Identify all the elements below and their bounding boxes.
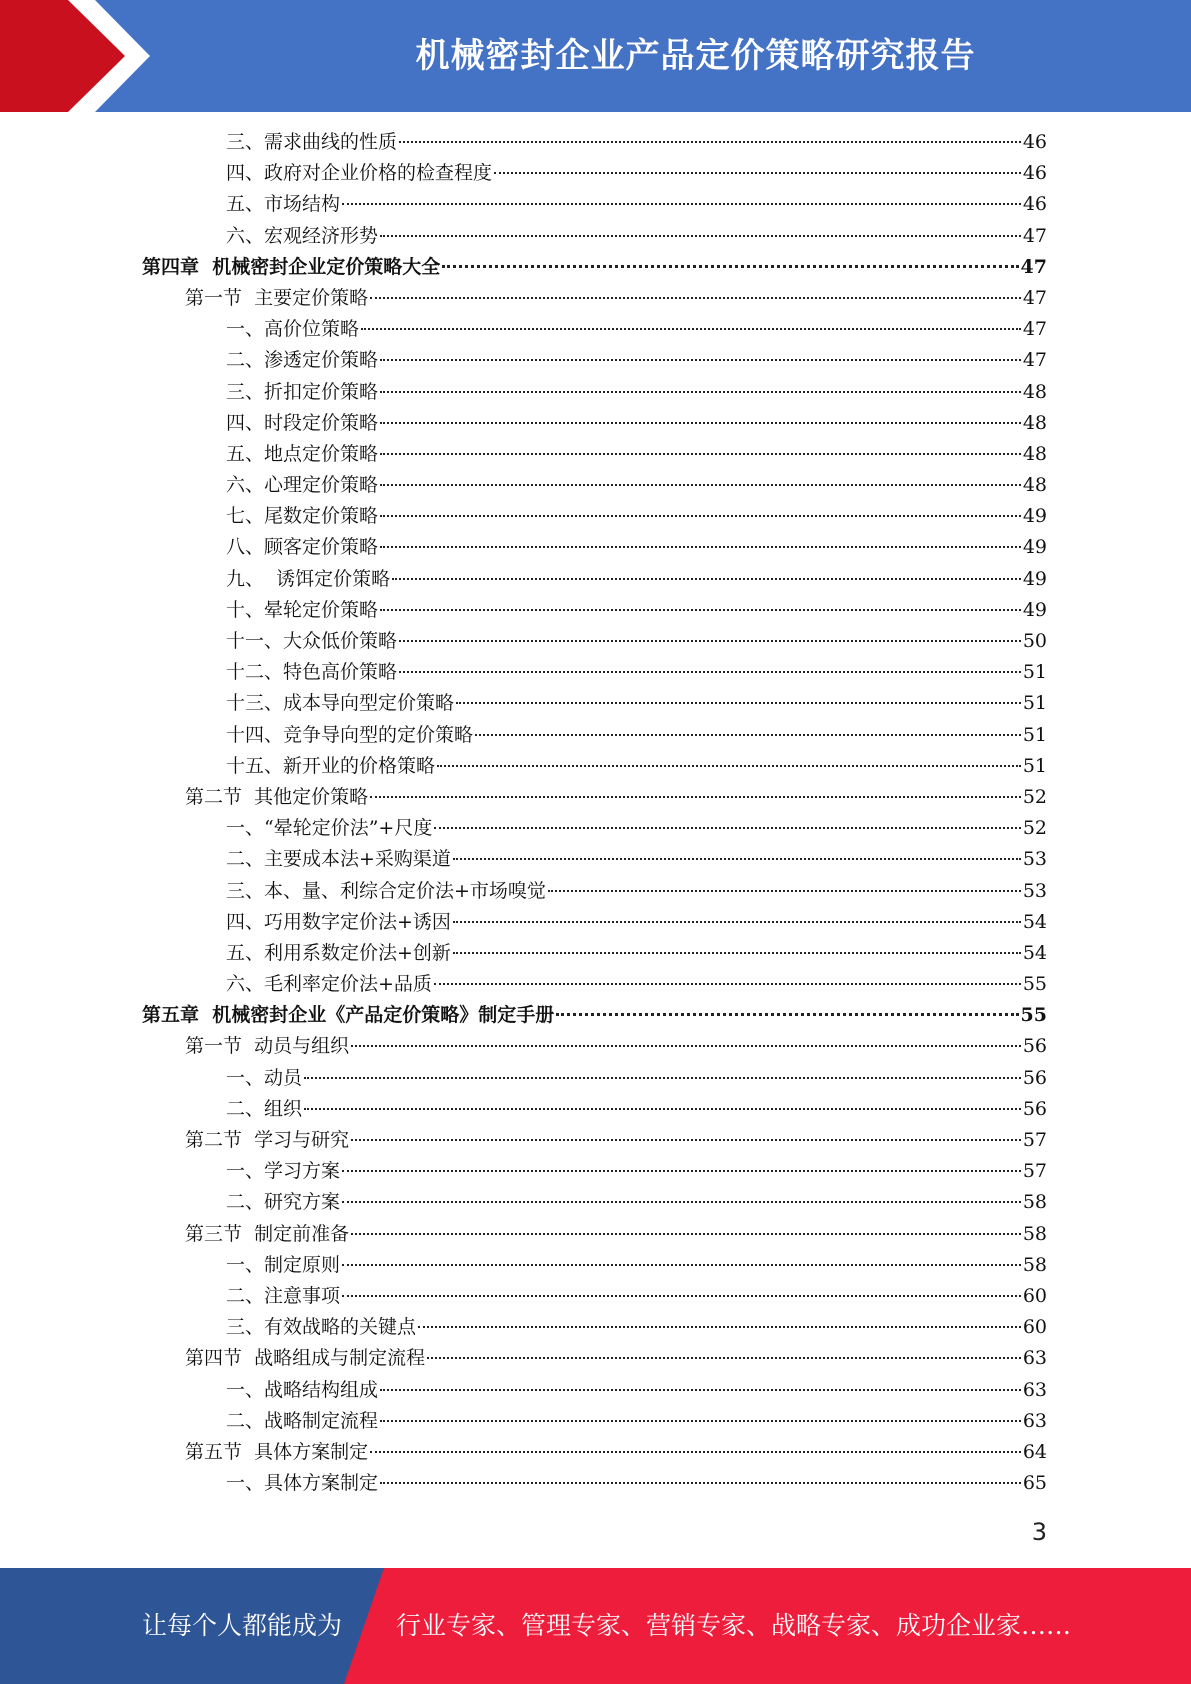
toc-item-row[interactable] (0, 969, 1191, 1000)
toc-dot-leader (392, 577, 1021, 580)
toc-entry-title: 四、时段定价策略 (226, 411, 379, 434)
report-title: 机械密封企业产品定价策略研究报告 (415, 36, 976, 76)
toc-page-number: 46 (1022, 131, 1047, 153)
toc-section-row[interactable] (0, 1219, 1191, 1250)
toc-page-number: 49 (1022, 505, 1047, 528)
toc-entry-title: 十二、特色高价策略 (226, 661, 398, 684)
page-number: 3 (1031, 1518, 1047, 1546)
toc-page-number: 48 (1022, 474, 1047, 497)
toc-entry-title: 二、研究方案 (226, 1191, 341, 1214)
toc-entry-title: 二、组织 (226, 1097, 303, 1120)
toc-page-number: 60 (1022, 1284, 1047, 1307)
toc-entry-title: 五、利用系数定价法+创新 (226, 941, 451, 964)
toc-entry-title: 一、“晕轮定价法”+尺度 (226, 817, 433, 840)
toc-entry-title: 九、 诱饵定价策略 (226, 567, 391, 590)
toc-dot-leader (342, 1263, 1021, 1266)
toc-entry-title: 二、主要成本法+采购渠道 (226, 848, 451, 871)
toc-page-number: 51 (1022, 723, 1047, 746)
toc-page-number: 54 (1022, 941, 1047, 964)
toc-page-number: 60 (1022, 1316, 1047, 1339)
toc-page-number: 56 (1022, 1066, 1047, 1089)
toc-section-row[interactable] (0, 782, 1191, 813)
toc-item-row[interactable] (0, 127, 1191, 158)
toc-entry-title: 十五、新开业的价格策略 (226, 754, 436, 777)
toc-entry-title: 五、市场结构 (226, 193, 341, 216)
toc-dot-leader (342, 202, 1021, 205)
toc-item-row[interactable] (0, 657, 1191, 688)
toc-dot-leader (380, 1419, 1021, 1422)
toc-entry-title: 第一节 动员与组织 (185, 1035, 350, 1058)
toc-entry-title: 六、心理定价策略 (226, 474, 379, 497)
toc-dot-leader (380, 358, 1021, 361)
toc-dot-leader (556, 1012, 1018, 1016)
toc-page-number: 56 (1022, 1035, 1047, 1058)
toc-item-row[interactable] (0, 439, 1191, 470)
toc-item-row[interactable] (0, 1281, 1191, 1312)
red-arrow-decoration (0, 0, 160, 112)
toc-item-row[interactable] (0, 1156, 1191, 1187)
toc-entry-title: 第三节 制定前准备 (185, 1222, 350, 1245)
toc-dot-leader (453, 920, 1021, 923)
toc-page-number: 51 (1022, 692, 1047, 715)
toc-page-number: 48 (1022, 411, 1047, 434)
page-header (0, 0, 1191, 112)
toc-dot-leader (399, 140, 1021, 143)
toc-dot-leader (351, 1232, 1021, 1235)
footer-slogan-left: 让每个人都能成为 (142, 1611, 343, 1640)
toc-page-number: 58 (1022, 1253, 1047, 1276)
toc-page-number: 49 (1022, 598, 1047, 621)
toc-item-row[interactable] (0, 907, 1191, 938)
toc-entry-title: 十、晕轮定价策略 (226, 598, 379, 621)
toc-entry-title: 十一、大众低价策略 (226, 630, 398, 652)
toc-entry-title: 三、本、量、利综合定价法+市场嗅觉 (226, 879, 546, 902)
toc-dot-leader (380, 608, 1021, 611)
toc-dot-leader (494, 171, 1021, 174)
toc-item-row[interactable] (0, 1375, 1191, 1406)
toc-page-number: 49 (1022, 536, 1047, 559)
toc-page-number: 46 (1022, 162, 1047, 185)
toc-page-number: 63 (1022, 1409, 1047, 1432)
toc-entry-title: 第一节 主要定价策略 (185, 286, 369, 309)
toc-dot-leader (380, 234, 1021, 237)
toc-item-row[interactable] (0, 876, 1191, 907)
toc-item-row[interactable] (0, 408, 1191, 439)
toc-item-row[interactable] (0, 1094, 1191, 1125)
toc-entry-title: 六、宏观经济形势 (226, 224, 379, 247)
toc-dot-leader (456, 701, 1021, 704)
toc-entry-title: 一、高价位策略 (226, 318, 360, 341)
toc-page-number: 57 (1022, 1129, 1047, 1151)
toc-entry-title: 八、顾客定价策略 (226, 536, 379, 559)
toc-dot-leader (427, 1356, 1021, 1359)
toc-section-row[interactable] (0, 1343, 1191, 1374)
toc-entry-title: 第五章 机械密封企业《产品定价策略》制定手册 (142, 1004, 555, 1027)
toc-item-row[interactable] (0, 1406, 1191, 1437)
toc-dot-leader (370, 1450, 1021, 1453)
toc-entry-title: 十三、成本导向型定价策略 (226, 692, 455, 715)
toc-page-number: 63 (1022, 1378, 1047, 1401)
toc-page-number: 65 (1022, 1472, 1047, 1495)
toc-dot-leader (434, 826, 1020, 829)
toc-item-row[interactable] (0, 189, 1191, 220)
toc-page-number: 47 (1022, 224, 1047, 247)
toc-item-row[interactable] (0, 377, 1191, 408)
toc-item-row[interactable] (0, 595, 1191, 626)
toc-entry-title: 二、战略制定流程 (226, 1409, 379, 1432)
toc-dot-leader (380, 545, 1021, 548)
toc-item-row[interactable] (0, 626, 1191, 657)
toc-entry-title: 二、渗透定价策略 (226, 349, 379, 372)
table-of-contents (0, 127, 1191, 1499)
toc-page-number: 51 (1022, 754, 1047, 777)
toc-page-number: 55 (1022, 973, 1047, 996)
toc-entry-title: 七、尾数定价策略 (226, 505, 379, 528)
toc-item-row[interactable] (0, 345, 1191, 376)
toc-entry-title: 第四节 战略组成与制定流程 (185, 1347, 426, 1370)
page-footer (0, 1568, 1191, 1684)
toc-page-number: 52 (1022, 785, 1047, 808)
toc-page-number: 57 (1022, 1160, 1047, 1183)
toc-page-number: 51 (1022, 661, 1047, 684)
toc-entry-title: 十四、竞争导向型的定价策略 (226, 723, 474, 746)
toc-page-number: 64 (1022, 1440, 1047, 1463)
toc-page-number: 47 (1022, 349, 1047, 372)
toc-page-number: 52 (1022, 817, 1047, 840)
toc-item-row[interactable] (0, 688, 1191, 719)
toc-page-number: 50 (1022, 630, 1047, 652)
toc-page-number: 53 (1022, 848, 1047, 871)
toc-page-number: 46 (1022, 193, 1047, 216)
toc-dot-leader (370, 795, 1021, 798)
toc-dot-leader (351, 1044, 1021, 1047)
toc-entry-title: 一、制定原则 (226, 1253, 341, 1276)
toc-item-row[interactable] (0, 158, 1191, 189)
toc-entry-title: 一、战略结构组成 (226, 1378, 379, 1401)
toc-dot-leader (380, 1388, 1021, 1391)
toc-entry-title: 二、注意事项 (226, 1284, 341, 1307)
toc-entry-title: 一、具体方案制定 (226, 1472, 379, 1495)
toc-dot-leader (342, 1200, 1021, 1203)
toc-section-row[interactable] (0, 1031, 1191, 1062)
toc-dot-leader (437, 764, 1021, 767)
toc-section-row[interactable] (0, 1437, 1191, 1468)
toc-item-row[interactable] (0, 1312, 1191, 1343)
toc-dot-leader (548, 889, 1021, 892)
toc-section-row[interactable] (0, 283, 1191, 314)
toc-entry-title: 四、政府对企业价格的检查程度 (226, 162, 493, 185)
toc-item-row[interactable] (0, 564, 1191, 595)
toc-entry-title: 一、动员 (226, 1066, 303, 1089)
toc-dot-leader (351, 1138, 1021, 1141)
toc-entry-title: 六、毛利率定价法+品质 (226, 973, 432, 996)
toc-item-row[interactable] (0, 813, 1191, 844)
toc-item-row[interactable] (0, 1063, 1191, 1094)
toc-page-number: 55 (1020, 1004, 1047, 1027)
toc-page-number: 63 (1022, 1347, 1047, 1370)
toc-dot-leader (399, 670, 1021, 673)
toc-dot-leader (442, 264, 1018, 268)
toc-dot-leader (434, 982, 1021, 985)
toc-item-row[interactable] (0, 314, 1191, 345)
toc-dot-leader (304, 1107, 1021, 1110)
toc-page-number: 48 (1022, 442, 1047, 465)
toc-item-row[interactable] (0, 844, 1191, 875)
toc-page-number: 49 (1022, 567, 1047, 590)
toc-entry-title: 第四章 机械密封企业定价策略大全 (142, 255, 441, 278)
toc-entry-title: 四、巧用数字定价法+诱因 (226, 910, 451, 933)
toc-item-row[interactable] (0, 221, 1191, 252)
toc-entry-title: 一、学习方案 (226, 1160, 341, 1183)
toc-dot-leader (418, 1325, 1021, 1328)
toc-dot-leader (399, 639, 1021, 642)
toc-page-number: 47 (1022, 318, 1047, 341)
toc-chapter-row[interactable] (0, 1000, 1191, 1031)
toc-dot-leader (342, 1169, 1021, 1172)
toc-dot-leader (453, 951, 1021, 954)
toc-dot-leader (380, 514, 1021, 517)
toc-page-number: 47 (1020, 255, 1047, 278)
toc-dot-leader (475, 733, 1021, 736)
toc-dot-leader (380, 452, 1021, 455)
toc-page-number: 54 (1022, 910, 1047, 933)
toc-dot-leader (380, 390, 1021, 393)
toc-page-number: 56 (1022, 1097, 1047, 1120)
toc-dot-leader (370, 296, 1021, 299)
toc-dot-leader (342, 1294, 1021, 1297)
toc-entry-title: 五、地点定价策略 (226, 442, 379, 465)
toc-chapter-row[interactable] (0, 252, 1191, 283)
toc-section-row[interactable] (0, 1125, 1191, 1156)
toc-entry-title: 三、折扣定价策略 (226, 380, 379, 403)
toc-entry-title: 三、有效战略的关键点 (226, 1316, 417, 1339)
toc-page-number: 53 (1022, 879, 1047, 902)
toc-page-number: 58 (1022, 1191, 1047, 1214)
toc-item-row[interactable] (0, 470, 1191, 501)
toc-dot-leader (380, 483, 1021, 486)
toc-entry-title: 第五节 具体方案制定 (185, 1440, 369, 1463)
toc-dot-leader (380, 421, 1021, 424)
toc-item-row[interactable] (0, 1468, 1191, 1499)
toc-entry-title: 第二节 其他定价策略 (185, 785, 369, 808)
toc-item-row[interactable] (0, 1250, 1191, 1281)
toc-dot-leader (361, 327, 1021, 330)
toc-item-row[interactable] (0, 938, 1191, 969)
toc-item-row[interactable] (0, 1187, 1191, 1218)
toc-entry-title: 三、需求曲线的性质 (226, 131, 398, 153)
footer-slogan-right: 行业专家、管理专家、营销专家、战略专家、成功企业家…… (396, 1611, 1072, 1640)
toc-entry-title: 第二节 学习与研究 (185, 1129, 350, 1151)
toc-item-row[interactable] (0, 751, 1191, 782)
toc-page-number: 47 (1022, 286, 1047, 309)
toc-page-number: 48 (1022, 380, 1047, 403)
toc-page-number: 58 (1022, 1222, 1047, 1245)
toc-dot-leader (380, 1481, 1021, 1484)
toc-dot-leader (304, 1076, 1021, 1079)
toc-item-row[interactable] (0, 720, 1191, 751)
toc-item-row[interactable] (0, 501, 1191, 532)
toc-item-row[interactable] (0, 532, 1191, 563)
toc-dot-leader (453, 857, 1021, 860)
